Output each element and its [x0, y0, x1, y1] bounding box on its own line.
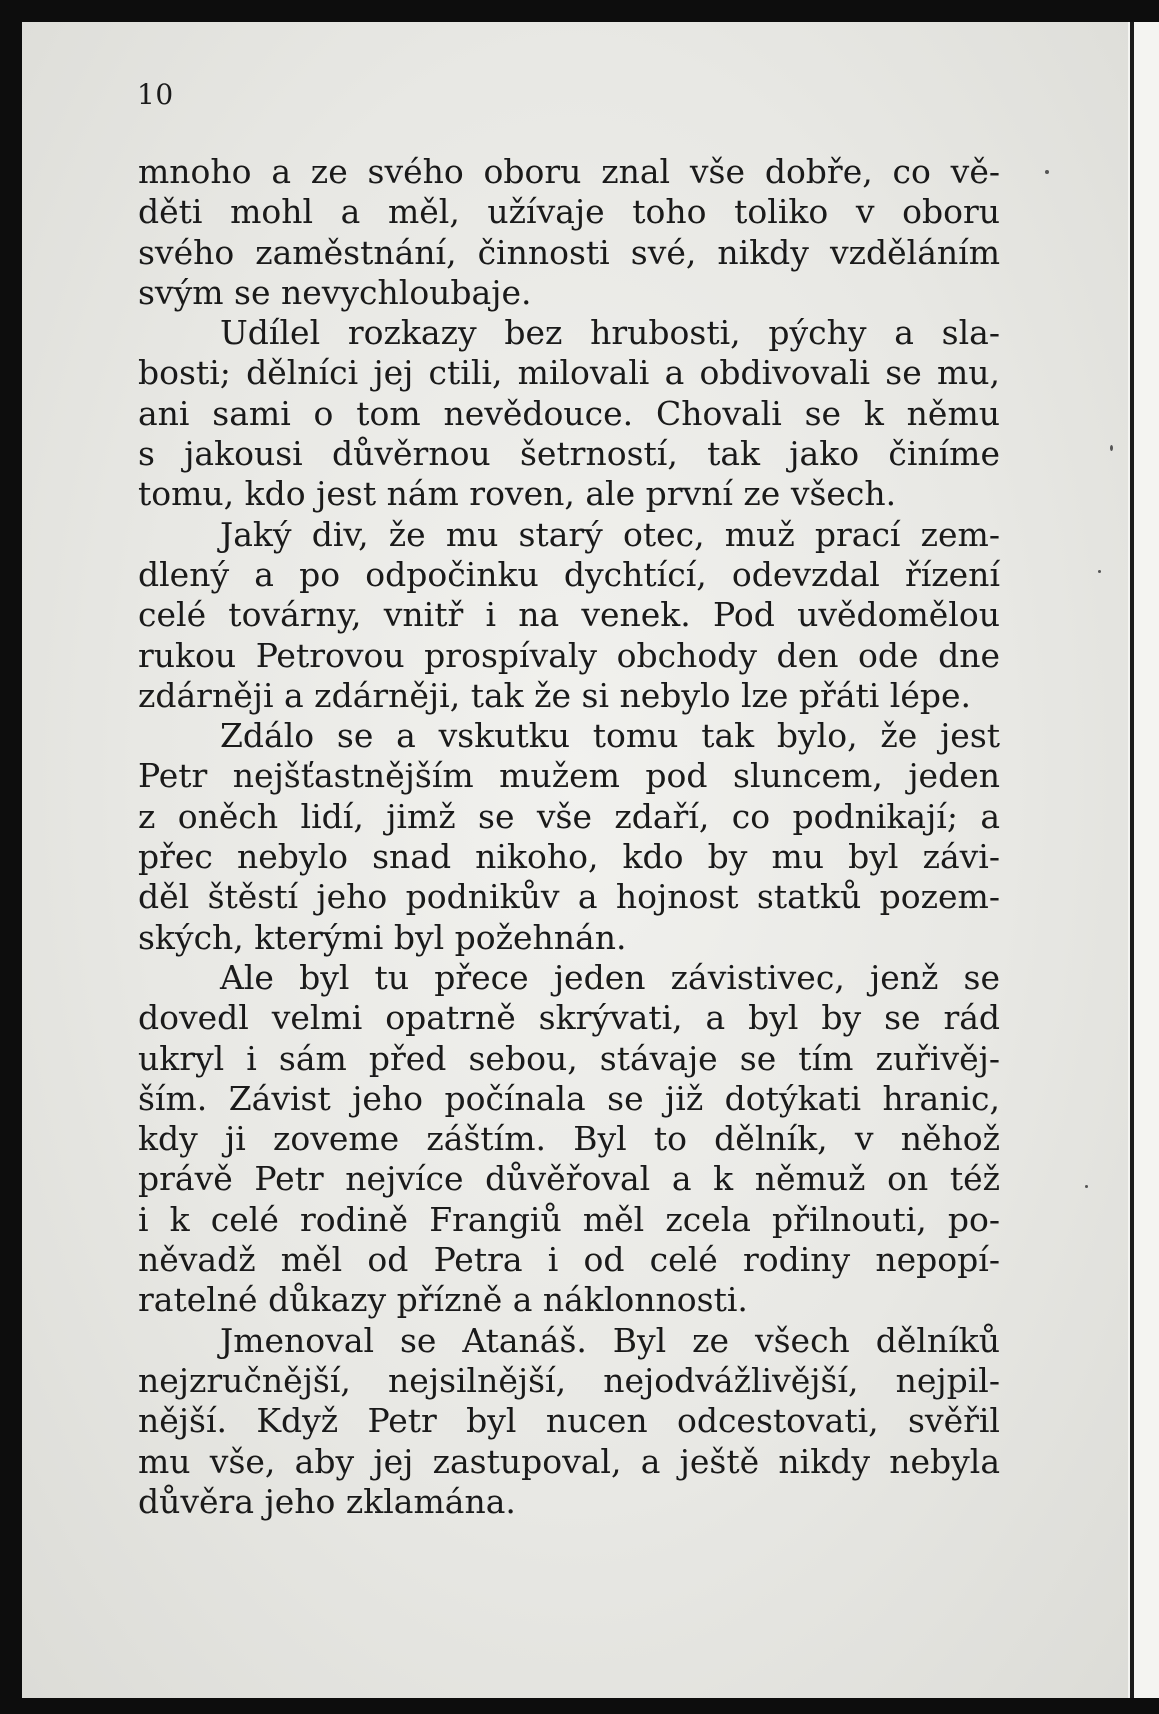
- text-line: Ale byl tu přece jeden závistivec, jenž se: [220, 957, 1000, 997]
- print-speck: [1098, 570, 1101, 573]
- text-line: přec nebylo snad nikoho, kdo by mu byl závi-: [138, 837, 1000, 877]
- print-speck: [1045, 170, 1049, 174]
- text-line: něvadž měl od Petra i od celé rodiny nepopí-: [138, 1240, 1001, 1280]
- text-line: mnoho a ze svého oboru znal vše dobře, co vě-: [138, 152, 1000, 191]
- text-line: nejzručnější, nejsilnější, nejodvážlivější, nejpil-: [138, 1360, 1001, 1400]
- text-line: děl štěstí jeho podnikův a hojnost statků pozem-: [138, 877, 1000, 917]
- text-line: ských, kterými byl požehnán.: [138, 917, 627, 957]
- text-line: celé továrny, vnitř i na venek. Pod uvědomělou: [138, 595, 1000, 635]
- text-line: právě Petr nejvíce důvěřoval a k němuž on též: [138, 1159, 1000, 1199]
- text-line: rukou Petrovou prospívaly obchody den ode dne: [138, 635, 1001, 675]
- body-text: [138, 152, 1000, 1522]
- text-line: Zdálo se a vskutku tomu tak bylo, že jest: [220, 716, 1001, 756]
- text-line: Jaký div, že mu starý otec, muž prací zem-: [220, 514, 1000, 554]
- text-line: děti mohl a měl, užívaje toho toliko v oboru: [138, 192, 1001, 232]
- text-line: tomu, kdo jest nám roven, ale první ze všech.: [138, 474, 897, 514]
- text-line: z oněch lidí, jimž se vše zdaří, co podnikají; a: [138, 796, 1001, 836]
- text-line: Jmenoval se Atanáš. Byl ze všech dělníků: [220, 1320, 1000, 1360]
- text-line: ším. Závist jeho počínala se již dotýkati hranic,: [138, 1078, 1000, 1118]
- text-line: dlený a po odpočinku dychtící, odevzdal řízení: [138, 554, 1000, 594]
- text-line: Petr nejšťastnějším mužem pod sluncem, jeden: [138, 756, 1000, 796]
- text-line: bosti; dělníci jej ctili, milovali a obdivovali se mu,: [138, 353, 1000, 393]
- text-line: mu vše, aby jej zastupoval, a ještě nikdy nebyla: [138, 1441, 1001, 1481]
- text-line: s jakousi důvěrnou šetrností, tak jako činíme: [138, 434, 1000, 474]
- text-line: svého zaměstnání, činnosti své, nikdy vzděláním: [138, 232, 1000, 272]
- text-line: svým se nevychloubaje.: [138, 272, 532, 312]
- text-line: dovedl velmi opatrně skrývati, a byl by se rád: [138, 998, 1001, 1038]
- page-edge-shadow: [1130, 22, 1134, 1698]
- page-number: 10: [137, 78, 174, 111]
- print-speck: [1110, 445, 1113, 451]
- text-line: nější. Když Petr byl nucen odcestovati, svěřil: [138, 1401, 1000, 1441]
- text-line: ratelné důkazy přízně a náklonnosti.: [138, 1280, 748, 1320]
- text-line: kdy ji zoveme záštím. Byl to dělník, v něhož: [138, 1119, 1001, 1159]
- text-line: Udílel rozkazy bez hrubosti, pýchy a sla-: [220, 313, 1000, 353]
- text-line: zdárněji a zdárněji, tak že si nebylo lze přáti lépe.: [138, 675, 972, 715]
- text-line: ani sami o tom nevědouce. Chovali se k němu: [138, 393, 1000, 433]
- text-line: ukryl i sám před sebou, stávaje se tím zuřivěj-: [138, 1038, 1000, 1078]
- text-line: i k celé rodině Frangiů měl zcela přilnouti, po-: [138, 1199, 1000, 1239]
- text-line: důvěra jeho zklamána.: [138, 1481, 516, 1521]
- print-speck: [1085, 1185, 1088, 1188]
